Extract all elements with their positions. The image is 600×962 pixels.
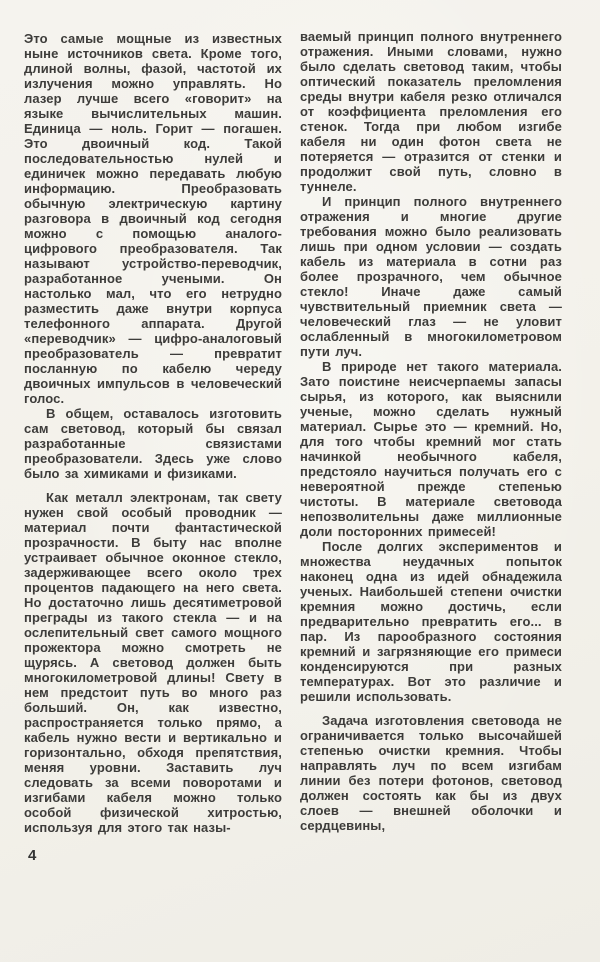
right-column [300, 29, 562, 864]
article-paragraph: Это самые мощные из известных ныне источников света. Кроме того, длиной волны, фазой, частотой их излучения можно управлять. Но лазер лучше всего «говорит» на языке вычислительных машин. Единица — ноль. Горит — погашен. Это двоичный код. Такой последовательностью нулей и единичек можно передавать любую информацию. Преобразовать обычную электрическую картину разговора в двоичный код сегодня можно с помощью аналого-цифрового преобразователя. Так называют устройство-переводчик, разработанное учеными. Он настолько мал, что его нетрудно разместить даже внутри корпуса телефонного аппарата. Другой «переводчик» — цифро-аналоговый преобразователь — превратит посланную по кабелю череду двоичных импульсов в человеческий голос. [24, 31, 282, 406]
left-column [24, 31, 282, 864]
article-paragraph: В общем, оставалось изготовить сам световод, который бы связал разработанные связистами преобразователи. Здесь уже слово было за химиками и физиками. [24, 406, 282, 481]
article-paragraph: И принцип полного внутреннего отражения и многие другие требования можно было реализовать лишь при одном условии — создать кабель из материала в сотни раз более прозрачного, чем обычное стекло! Иначе даже самый чувствительный приемник света — человеческий глаз — не уловит ослабленный в многокилометровом пути луч. [300, 194, 562, 359]
article-columns [24, 31, 562, 864]
article-paragraph: В природе нет такого материала. Зато поистине неисчерпаемы запасы сырья, из которого, как выяснили ученые, можно сделать нужный материал. Сырье это — кремний. Но, для того чтобы кремний мог стать начинкой необычного кабеля, предстояло научиться получать его с невероятной прежде степенью чистоты. В материале световода непозволительны даже миллионные доли посторонних примесей! [300, 359, 562, 539]
article-paragraph: ваемый принцип полного внутреннего отражения. Иными словами, нужно было сделать световод таким, чтобы оптический показатель преломления среды внутри кабеля резко отличался от коэффициента преломления его стенок. Тогда при любом изгибе кабеля ни один фотон света не потеряется — отразится от стенки и продолжит свой путь, словно в туннеле. [300, 29, 562, 194]
article-paragraph: Задача изготовления световода не ограничивается только высочайшей степенью очистки кремния. Чтобы направлять луч по всем изгибам линии без потери фотонов, световод должен состоять как бы из двух слоев — внешней оболочки и сердцевины, [300, 713, 562, 833]
article-paragraph: После долгих экспериментов и множества неудачных попыток наконец одна из идей обнадежила ученых. Наибольшей степени очистки кремния можно достичь, если предварительно превратить его... в пар. Из парообразного состояния кремний и загрязняющие его примеси конденсируются при разных температурах. Вот это различие и решили использовать. [300, 539, 562, 704]
page-number: 4 [28, 847, 37, 864]
article-paragraph: Как металл электронам, так свету нужен свой особый проводник — материал почти фантастической прозрачности. В быту нас вполне устраивает обычное оконное стекло, задерживающее всего около трех процентов падающего на него света. Но достаточно лишь десятиметровой преграды из такого стекла — и на ослепительный свет самого мощного прожектора можно смотреть не щурясь. А световод должен быть многокилометровой длины! Свету в нем предстоит путь во много раз больший. Он, как известно, распространяется только прямо, а кабель нужно вести и вертикально и горизонтально, обходя препятствия, меняя уровни. Заставить луч следовать за всеми поворотами и изгибами кабеля можно только особой физической хитростью, используя для этого так назы- [24, 490, 282, 835]
